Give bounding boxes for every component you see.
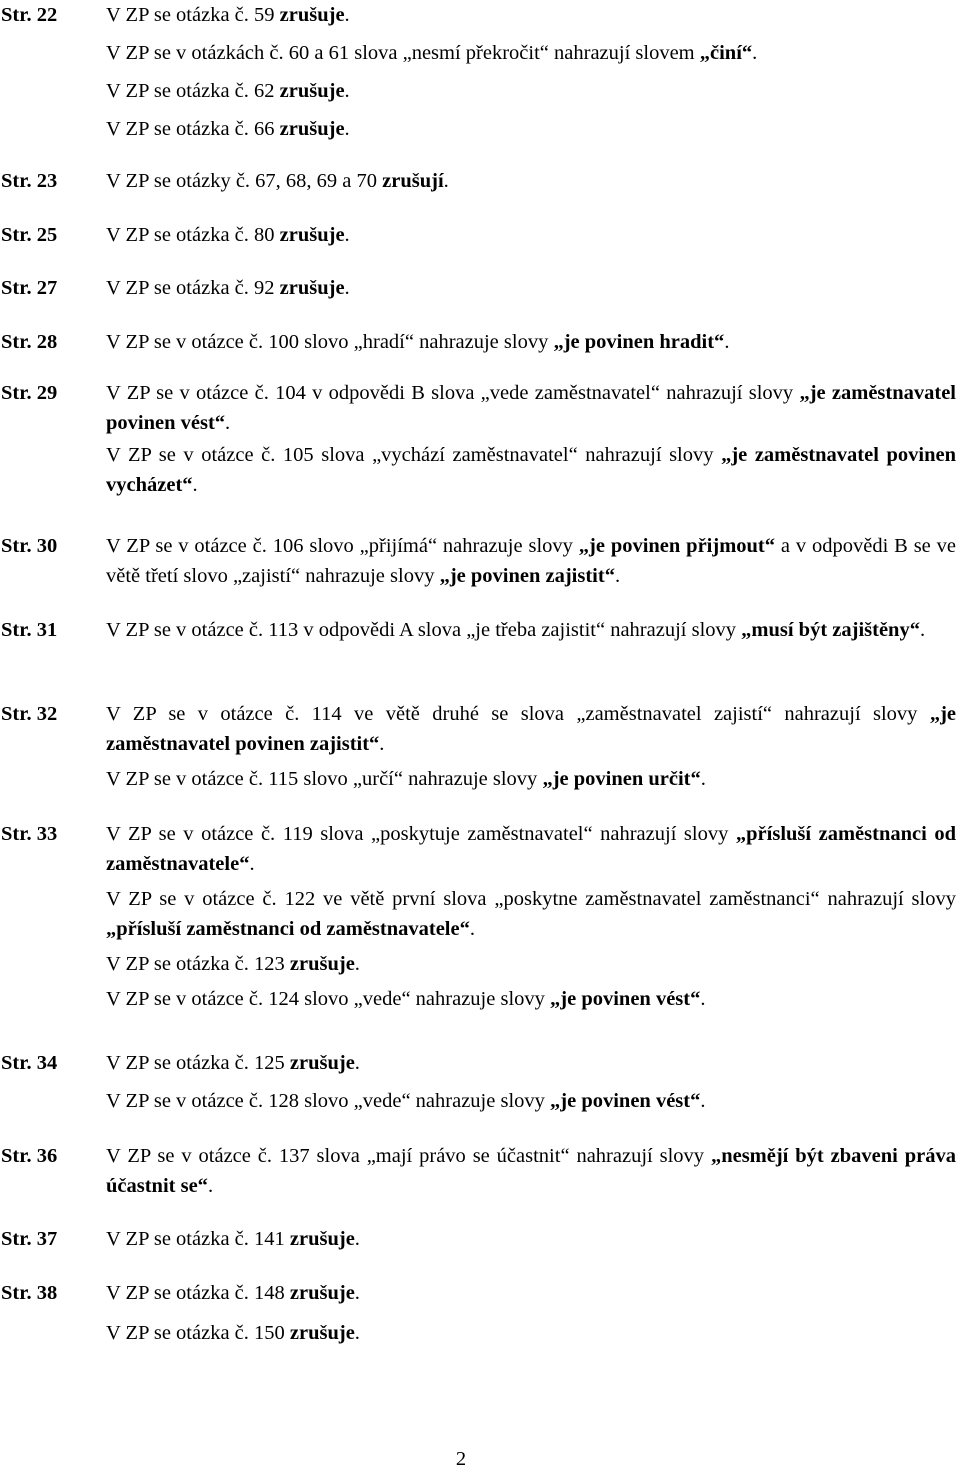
- text-segment: .: [344, 224, 350, 246]
- amendment-text: [106, 699, 956, 794]
- text-segment: .: [700, 1090, 706, 1112]
- page-reference-label: Str. 22: [1, 4, 58, 26]
- text-segment: V ZP se v otázce č. 128 slovo „vede“ nahrazuje slovy: [106, 1090, 551, 1112]
- page-reference-label: Str. 37: [1, 1228, 58, 1250]
- bold-replacement-text: „je povinen určit“: [542, 768, 701, 790]
- bold-replacement-text: „je zaměstnavatel povinen zajistit“: [106, 703, 956, 755]
- text-segment: .: [919, 619, 926, 641]
- page-reference-label: Str. 33: [1, 823, 58, 845]
- amendment-text: [106, 166, 956, 196]
- amendment-line: [106, 1086, 956, 1116]
- text-segment: V ZP se v otázce č. 122 ve větě první slova „poskytne zaměstnavatel zaměstnanci“ nahrazují slovy: [106, 888, 956, 910]
- text-segment: .: [354, 1282, 360, 1304]
- amendment-line: [106, 984, 956, 1014]
- amendment-line: [106, 1048, 956, 1078]
- bold-replacement-text: zrušuje: [279, 277, 345, 299]
- text-segment: .: [249, 853, 255, 875]
- bold-replacement-text: zrušuje: [289, 1228, 355, 1250]
- amendment-paragraph: [106, 819, 956, 879]
- amendment-paragraph: [106, 531, 956, 591]
- text-segment: V ZP se v otázce č. 100 slovo „hradí“ nahrazuje slovy: [106, 331, 554, 353]
- text-segment: .: [344, 80, 350, 102]
- amendment-paragraph: [106, 699, 956, 759]
- text-segment: .: [354, 953, 360, 975]
- page-reference-label: Str. 29: [1, 382, 58, 404]
- text-segment: .: [354, 1322, 360, 1344]
- amendment-line: [106, 949, 956, 979]
- text-segment: .: [354, 1052, 360, 1074]
- page-reference-label: Str. 28: [1, 331, 58, 353]
- text-segment: .: [344, 118, 350, 140]
- bold-replacement-text: „musí být zajištěny“: [741, 619, 920, 641]
- text-segment: V ZP se v otázce č. 106 slovo „přijímá“ nahrazuje slovy: [106, 535, 579, 557]
- text-segment: V ZP se v otázce č. 137 slova „mají právo se účastnit“ nahrazují slovy: [106, 1145, 711, 1167]
- page-reference-label: Str. 36: [1, 1145, 58, 1167]
- amendment-paragraph: [106, 1141, 956, 1201]
- amendment-text: [106, 1048, 956, 1116]
- text-segment: V ZP se otázka č. 123: [106, 953, 290, 975]
- amendment-line: [106, 273, 956, 303]
- text-segment: V ZP se otázky č. 67, 68, 69 a 70: [106, 170, 383, 192]
- amendment-paragraph: [106, 378, 956, 438]
- amendment-line: [106, 166, 956, 196]
- bold-replacement-text: „nesmějí být zbaveni práva účastnit se“: [106, 1145, 956, 1197]
- text-segment: V ZP se v otázce č. 115 slovo „určí“ nahrazuje slovy: [106, 768, 543, 790]
- text-segment: V ZP se otázka č. 92: [106, 277, 280, 299]
- text-segment: V ZP se v otázce č. 105 slova „vychází zaměstnavatel“ nahrazují slovy: [106, 444, 722, 466]
- bold-replacement-text: zrušuje: [279, 80, 345, 102]
- amendment-line: [106, 114, 956, 144]
- amendment-paragraph: [106, 615, 956, 645]
- amendment-text: [106, 615, 956, 645]
- text-segment: V ZP se otázka č. 150: [106, 1322, 290, 1344]
- bold-replacement-text: „přísluší zaměstnanci od zaměstnavatele“: [106, 918, 470, 940]
- amendment-line: [106, 76, 956, 106]
- amendment-text: [106, 0, 956, 144]
- bold-replacement-text: „je povinen hradit“: [553, 331, 725, 353]
- text-segment: V ZP se v otázce č. 124 slovo „vede“ nahrazuje slovy: [106, 988, 551, 1010]
- text-segment: .: [207, 1175, 214, 1197]
- amendment-text: [106, 1224, 956, 1254]
- amendment-text: [106, 531, 956, 591]
- bold-replacement-text: „přísluší zaměstnanci od zaměstnavatele“: [106, 823, 956, 875]
- text-segment: V ZP se otázka č. 80: [106, 224, 280, 246]
- page-reference-label: Str. 34: [1, 1052, 58, 1074]
- text-segment: .: [225, 412, 231, 434]
- amendment-paragraph: [106, 884, 956, 944]
- amendment-text: [106, 1141, 956, 1201]
- page-reference-label: Str. 30: [1, 535, 58, 557]
- text-segment: V ZP se otázka č. 141: [106, 1228, 290, 1250]
- text-segment: .: [354, 1228, 360, 1250]
- text-segment: .: [379, 733, 385, 755]
- bold-replacement-text: „je povinen vést“: [550, 988, 701, 1010]
- text-segment: .: [344, 277, 350, 299]
- bold-replacement-text: zrušuje: [279, 4, 345, 26]
- bold-replacement-text: „je povinen vést“: [550, 1090, 701, 1112]
- text-segment: V ZP se otázka č. 66: [106, 118, 280, 140]
- page-reference-label: Str. 23: [1, 170, 58, 192]
- amendment-text: [106, 220, 956, 250]
- amendment-line: [106, 0, 956, 30]
- text-segment: V ZP se v otázkách č. 60 a 61 slova „nesmí překročit“ nahrazují slovem: [106, 42, 700, 64]
- page-number: 2: [455, 1448, 467, 1470]
- bold-replacement-text: zrušuje: [289, 953, 355, 975]
- bold-replacement-text: „je zaměstnavatel povinen vycházet“: [106, 444, 956, 496]
- amendment-line: [106, 1224, 956, 1254]
- amendment-paragraph: [106, 440, 956, 500]
- text-segment: V ZP se v otázce č. 114 ve větě druhé se slova „zaměstnavatel zajistí“ nahrazují slovy: [106, 703, 930, 725]
- bold-replacement-text: „je zaměstnavatel povinen vést“: [106, 382, 956, 434]
- amendment-paragraph: [106, 764, 956, 794]
- amendment-text: [106, 1278, 956, 1348]
- amendment-text: [106, 273, 956, 303]
- amendment-line: [106, 38, 956, 68]
- bold-replacement-text: zrušuje: [289, 1282, 355, 1304]
- bold-replacement-text: zrušuje: [289, 1322, 355, 1344]
- page-reference-label: Str. 31: [1, 619, 58, 641]
- amendment-line: [106, 220, 956, 250]
- text-segment: .: [614, 565, 621, 587]
- page-reference-label: Str. 32: [1, 703, 58, 725]
- text-segment: V ZP se otázka č. 59: [106, 4, 280, 26]
- page-reference-label: Str. 25: [1, 224, 58, 246]
- bold-replacement-text: zrušuje: [289, 1052, 355, 1074]
- bold-replacement-text: „činí“: [699, 42, 753, 64]
- amendment-line: [106, 1318, 956, 1348]
- text-segment: V ZP se otázka č. 62: [106, 80, 280, 102]
- text-segment: .: [443, 170, 449, 192]
- text-segment: .: [700, 988, 706, 1010]
- amendment-text: [106, 819, 956, 1014]
- text-segment: .: [344, 4, 350, 26]
- text-segment: .: [469, 918, 475, 940]
- amendment-line: [106, 1278, 956, 1308]
- page-reference-label: Str. 27: [1, 277, 58, 299]
- text-segment: V ZP se otázka č. 125: [106, 1052, 290, 1074]
- text-segment: .: [724, 331, 730, 353]
- amendment-text: [106, 327, 956, 357]
- amendment-text: [106, 378, 956, 500]
- text-segment: V ZP se otázka č. 148: [106, 1282, 290, 1304]
- text-segment: .: [752, 42, 758, 64]
- text-segment: .: [192, 474, 198, 496]
- bold-replacement-text: „je povinen zajistit“: [439, 565, 615, 587]
- bold-replacement-text: zrušují: [382, 170, 444, 192]
- amendment-line: [106, 327, 956, 357]
- text-segment: V ZP se v otázce č. 113 v odpovědi A slova „je třeba zajistit“ nahrazují slovy: [106, 619, 742, 641]
- bold-replacement-text: zrušuje: [279, 224, 345, 246]
- text-segment: a v odpovědi B se ve větě třetí slovo „zajistí“ nahrazuje slovy: [106, 535, 956, 587]
- bold-replacement-text: zrušuje: [279, 118, 345, 140]
- page-reference-label: Str. 38: [1, 1282, 58, 1304]
- text-segment: .: [700, 768, 706, 790]
- text-segment: V ZP se v otázce č. 104 v odpovědi B slova „vede zaměstnavatel“ nahrazují slovy: [106, 382, 800, 404]
- bold-replacement-text: „je povinen přijmout“: [578, 535, 776, 557]
- text-segment: V ZP se v otázce č. 119 slova „poskytuje zaměstnavatel“ nahrazují slovy: [106, 823, 736, 845]
